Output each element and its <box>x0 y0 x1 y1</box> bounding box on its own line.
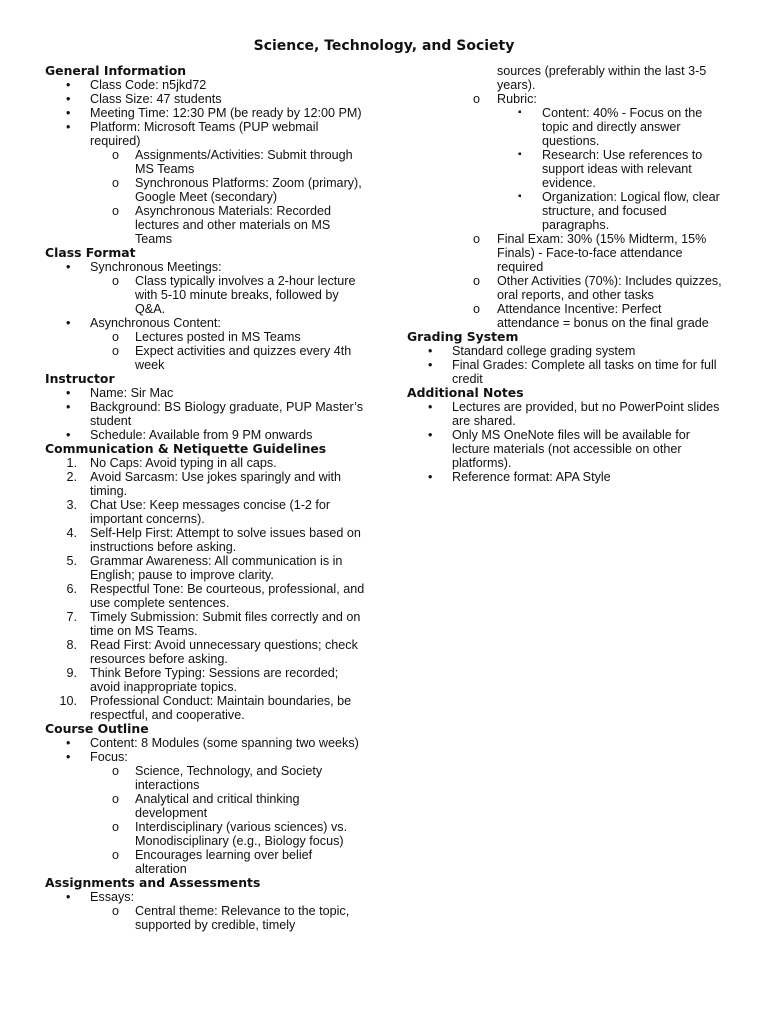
number-marker: 6. <box>66 582 77 596</box>
circle-marker: o <box>112 792 120 806</box>
list-item: o Asynchronous Materials: Recorded lectures and other materials on MS Teams <box>112 204 331 246</box>
list-item: ▪ Organization: Logical flow, clear structure, and focused paragraphs. <box>518 190 720 232</box>
list-item: 1. No Caps: Avoid typing in all caps. <box>45 456 365 470</box>
circle-marker: o <box>473 302 481 316</box>
list-item: • Class Code: n5jkd72 <box>66 78 207 92</box>
bullet-marker: • <box>66 890 71 904</box>
communication-heading: Communication & Netiquette Guidelines <box>45 441 327 456</box>
list-item: o Central theme: Relevance to the topic, supported by credible, timely <box>112 904 350 932</box>
bullet-marker: • <box>66 386 71 400</box>
circle-marker: o <box>112 820 120 834</box>
list-item: • Synchronous Meetings: o Class typically involves a 2-hour lecture with 5-10 minute breaks, followed by Q&A. <box>45 260 365 316</box>
sync-sublist <box>90 274 365 316</box>
async-sublist <box>90 330 365 372</box>
square-marker: ▪ <box>518 107 522 118</box>
list-item: • Lectures are provided, but no PowerPoint slides are shared. <box>428 400 720 428</box>
list-item: o Analytical and critical thinking development <box>112 792 300 820</box>
document-title: Science, Technology, and Society <box>253 38 515 54</box>
list-item: o Science, Technology, and Society interactions <box>112 764 323 792</box>
list-item: 8. Read First: Avoid unnecessary questions; check resources before asking. <box>45 638 365 666</box>
bullet-marker: • <box>66 120 71 134</box>
circle-marker: o <box>473 92 481 106</box>
list-item: o Attendance Incentive: Perfect attendance = bonus on the final grade <box>473 302 709 330</box>
assignments-heading: Assignments and Assessments <box>45 875 261 890</box>
list-item: • Schedule: Available from 9 PM onwards <box>66 428 313 442</box>
list-item: ▪ Content: 40% - Focus on the topic and directly answer questions. <box>518 106 703 148</box>
general-info-list <box>45 78 365 246</box>
number-marker: 8. <box>66 638 77 652</box>
number-marker: 1. <box>66 456 77 470</box>
list-item: 7. Timely Submission: Submit files correctly and on time on MS Teams. <box>45 610 365 638</box>
right-column <box>407 64 727 484</box>
number-marker: 10. <box>59 694 77 708</box>
list-item: o Lectures posted in MS Teams <box>112 330 301 344</box>
list-item: o Other Activities (70%): Includes quizzes, oral reports, and other tasks <box>473 274 722 302</box>
list-item: • Final Grades: Complete all tasks on time for full credit <box>428 358 717 386</box>
circle-marker: o <box>473 232 481 246</box>
list-item: ▪ Research: Use references to support ideas with relevant evidence. <box>518 148 703 190</box>
essays-sublist <box>90 904 365 932</box>
circle-marker: o <box>112 904 120 918</box>
list-item: o Rubric: ▪ Content: 40% - Focus on the topic and directly answer questions. ▪ Research: Use references to support ideas with relevant evidence. ▪ Organization: Logical flow, clear structure, and focused paragraphs. <box>407 92 727 232</box>
bullet-marker: • <box>66 736 71 750</box>
assessment-details-list <box>407 92 727 330</box>
list-item: • Content: 8 Modules (some spanning two weeks) <box>66 736 359 750</box>
course-outline-heading: Course Outline <box>45 721 149 736</box>
list-item: • Focus: o Science, Technology, and Society interactions o Analytical and critical thinking development o Interdisciplinary (various sciences) vs. Monodisciplinary (e.g., Biology focus) o Encourages learning over belief alteration <box>45 750 365 876</box>
bullet-marker: • <box>66 260 71 274</box>
bullet-marker: • <box>66 78 71 92</box>
circle-marker: o <box>112 848 120 862</box>
bullet-marker: • <box>66 92 71 106</box>
list-item: • Essays: o Central theme: Relevance to the topic, supported by credible, timely <box>45 890 365 932</box>
list-item: 9. Think Before Typing: Sessions are recorded; avoid inappropriate topics. <box>45 666 365 694</box>
bullet-marker: • <box>66 316 71 330</box>
grading-list <box>407 344 727 386</box>
number-marker: 7. <box>66 610 77 624</box>
bullet-marker: • <box>428 400 433 414</box>
list-item: • Name: Sir Mac <box>66 386 174 400</box>
bullet-marker: • <box>428 428 433 442</box>
circle-marker: o <box>112 148 120 162</box>
list-item: 2. Avoid Sarcasm: Use jokes sparingly and with timing. <box>45 470 365 498</box>
list-item: • Asynchronous Content: o Lectures posted in MS Teams o Expect activities and quizzes every 4th week <box>45 316 365 372</box>
square-marker: ▪ <box>518 149 522 160</box>
list-item: • Reference format: APA Style <box>428 470 611 484</box>
left-column <box>45 64 365 932</box>
essay-theme-continuation <box>407 64 727 92</box>
list-item: • Background: BS Biology graduate, PUP Master’s student <box>66 400 364 428</box>
circle-marker: o <box>112 764 120 778</box>
list-item: o Interdisciplinary (various sciences) vs. Monodisciplinary (e.g., Biology focus) <box>112 820 348 848</box>
list-item: o Encourages learning over belief alteration <box>112 848 313 876</box>
number-marker: 9. <box>66 666 77 680</box>
square-marker: ▪ <box>518 191 522 202</box>
assignments-list <box>45 890 365 932</box>
bullet-marker: • <box>428 470 433 484</box>
course-outline-list <box>45 736 365 876</box>
circle-marker: o <box>112 330 120 344</box>
list-item: 5. Grammar Awareness: All communication is in English; pause to improve clarity. <box>45 554 365 582</box>
list-item: sources (preferably within the last 3-5 years). <box>497 64 707 92</box>
class-format-heading: Class Format <box>45 245 136 260</box>
number-marker: 5. <box>66 554 77 568</box>
netiquette-list <box>45 456 365 722</box>
instructor-heading: Instructor <box>45 371 115 386</box>
list-item: o Expect activities and quizzes every 4th week <box>112 344 352 372</box>
grading-heading: Grading System <box>407 329 519 344</box>
bullet-marker: • <box>428 344 433 358</box>
list-item: o Final Exam: 30% (15% Midterm, 15% Finals) - Face-to-face attendance required <box>473 232 707 274</box>
list-item: 3. Chat Use: Keep messages concise (1-2 for important concerns). <box>45 498 365 526</box>
bullet-marker: • <box>66 106 71 120</box>
additional-notes-list <box>407 400 727 484</box>
bullet-marker: • <box>66 750 71 764</box>
list-item: 6. Respectful Tone: Be courteous, professional, and use complete sentences. <box>45 582 365 610</box>
list-item: • Standard college grading system <box>428 344 636 358</box>
list-item: • Platform: Microsoft Teams (PUP webmail required) o Assignments/Activities: Submit through MS Teams o Synchronous Platforms: Zoom (primary), Google Meet (secondary) o Asynchronous Materials: Recorded lectures and other materials on MS Teams <box>45 120 365 246</box>
number-marker: 2. <box>66 470 77 484</box>
circle-marker: o <box>112 204 120 218</box>
list-item: 10. Professional Conduct: Maintain boundaries, be respectful, and cooperative. <box>45 694 365 722</box>
bullet-marker: • <box>66 400 71 414</box>
list-item: 4. Self-Help First: Attempt to solve issues based on instructions before asking. <box>45 526 365 554</box>
class-format-list <box>45 260 365 372</box>
rubric-sublist <box>497 106 727 232</box>
list-item: • Class Size: 47 students <box>66 92 222 106</box>
list-item: o Synchronous Platforms: Zoom (primary), Google Meet (secondary) <box>112 176 362 204</box>
focus-sublist <box>90 764 365 876</box>
number-marker: 4. <box>66 526 77 540</box>
general-info-heading: General Information <box>45 63 187 78</box>
list-item: • Only MS OneNote files will be available for lecture materials (not accessible on other platforms). <box>428 428 690 470</box>
list-item: o Class typically involves a 2-hour lecture with 5-10 minute breaks, followed by Q&A. <box>112 274 356 316</box>
additional-notes-heading: Additional Notes <box>407 385 524 400</box>
instructor-list <box>45 386 365 442</box>
circle-marker: o <box>112 344 120 358</box>
circle-marker: o <box>112 176 120 190</box>
platform-sublist <box>90 148 365 246</box>
circle-marker: o <box>473 274 481 288</box>
number-marker: 3. <box>66 498 77 512</box>
list-item: • Meeting Time: 12:30 PM (be ready by 12:00 PM) <box>66 106 362 120</box>
bullet-marker: • <box>66 428 71 442</box>
circle-marker: o <box>112 274 120 288</box>
bullet-marker: • <box>428 358 433 372</box>
list-item: o Assignments/Activities: Submit through MS Teams <box>112 148 353 176</box>
